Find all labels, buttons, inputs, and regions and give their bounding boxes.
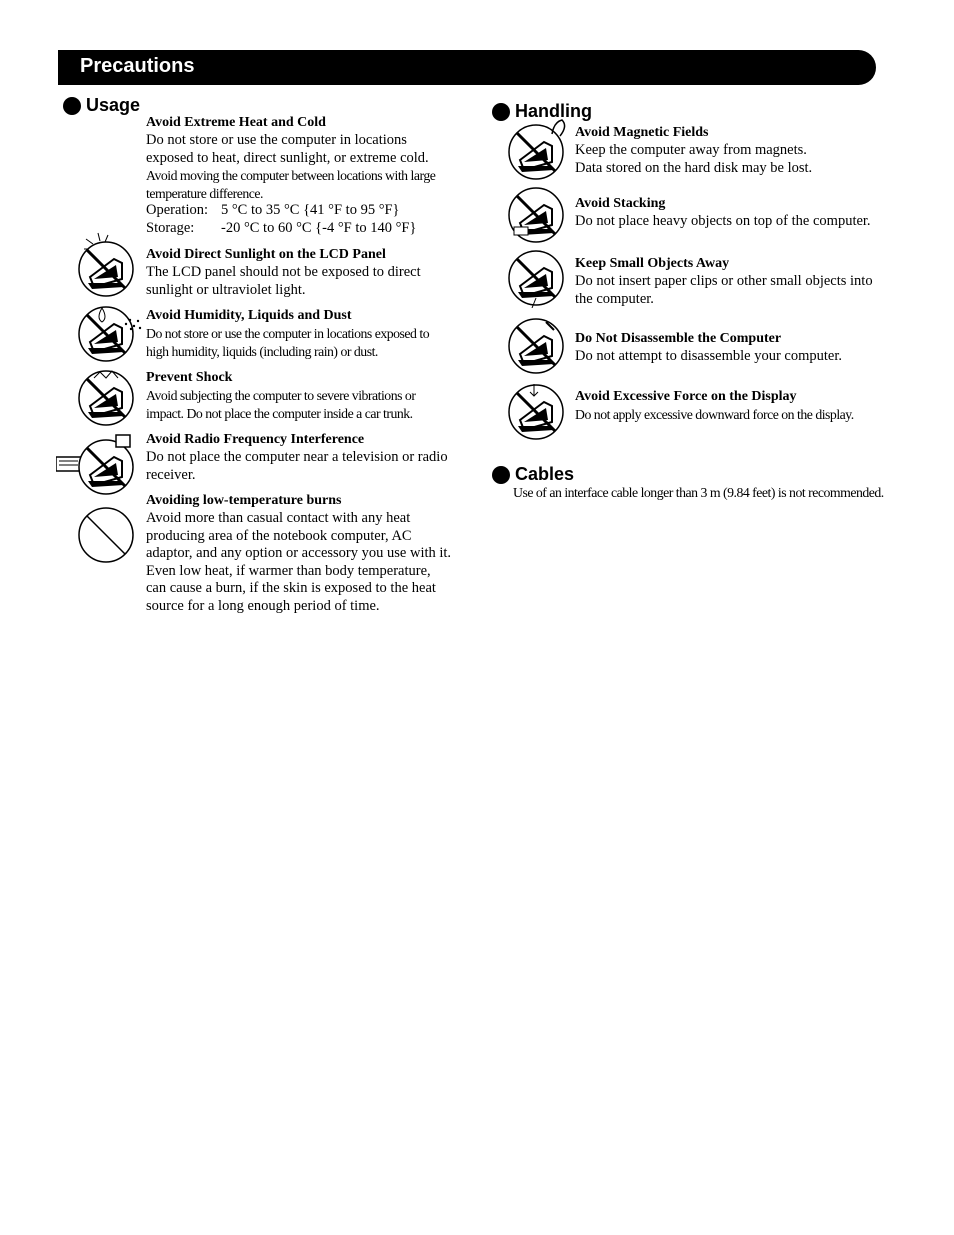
burns-body: Avoid more than casual contact with any heat producing area of the notebook computer, AC adaptor, and any option or accessory you use with it. Even low heat, if warmer than body temperature, can cause a burn, if the skin is exposed to the heat source for a long enough period of time. [146, 510, 452, 614]
stacking-item [575, 195, 885, 231]
magnetic-body-1: Keep the computer away from magnets. [575, 142, 807, 158]
no-sunlight-icon [76, 231, 140, 303]
stacking-title: Avoid Stacking [575, 196, 666, 211]
heat-cold-body: Do not store or use the computer in locations exposed to heat, direct sunlight, or extreme cold. [146, 132, 429, 166]
small-objects-item [575, 255, 885, 308]
force-title: Avoid Excessive Force on the Display [575, 389, 797, 404]
cables-item [513, 484, 888, 502]
no-radio-interference-icon [56, 433, 140, 499]
bullet-icon [63, 97, 81, 115]
humidity-item [146, 307, 452, 360]
disassemble-body: Do not attempt to disassemble your computer. [575, 348, 842, 364]
shock-title: Prevent Shock [146, 370, 233, 385]
no-excessive-force-icon [506, 382, 566, 442]
radio-item [146, 431, 452, 484]
prohibition-icon [76, 505, 136, 565]
sunlight-item [146, 246, 452, 299]
bullet-icon [492, 466, 510, 484]
shock-item [146, 369, 452, 422]
heat-cold-title: Avoid Extreme Heat and Cold [146, 115, 326, 130]
no-magnet-icon [506, 118, 570, 184]
sunlight-body: The LCD panel should not be exposed to direct sunlight or ultraviolet light. [146, 264, 421, 298]
cables-section-heading [492, 464, 574, 485]
cables-body: Use of an interface cable longer than 3 m (9.84 feet) is not recommended. [513, 485, 884, 500]
burns-item [146, 492, 452, 616]
force-item [575, 388, 885, 424]
usage-heading: Usage [86, 95, 141, 115]
storage-label: Storage: [146, 219, 195, 236]
heat-cold-item [146, 114, 452, 238]
force-body: Do not apply excessive downward force on the display. [575, 407, 854, 422]
heat-cold-body-2: Avoid moving the computer between locations with large temperature difference. [146, 168, 436, 201]
usage-section-heading [63, 95, 140, 116]
storage-value: -20 °C to 60 °C {-4 °F to 140 °F} [221, 219, 417, 236]
no-stacking-icon [506, 185, 566, 245]
operation-label: Operation: [146, 202, 209, 219]
handling-heading: Handling [515, 101, 592, 121]
shock-body: Avoid subjecting the computer to severe vibrations or impact. Do not place the computer inside a car trunk. [146, 388, 416, 421]
stacking-body: Do not place heavy objects on top of the computer. [575, 213, 871, 229]
title-banner [58, 50, 876, 85]
magnetic-item [575, 124, 885, 177]
humidity-body: Do not store or use the computer in locations exposed to high humidity, liquids (including rain) or dust. [146, 326, 430, 359]
magnetic-title: Avoid Magnetic Fields [575, 125, 709, 140]
sunlight-title: Avoid Direct Sunlight on the LCD Panel [146, 247, 386, 262]
operation-spec [146, 202, 452, 220]
no-shock-icon [76, 368, 140, 432]
page-title: Precautions [80, 55, 195, 77]
radio-body: Do not place the computer near a television or radio receiver. [146, 449, 448, 483]
storage-spec [146, 220, 452, 238]
no-disassemble-icon [506, 316, 566, 376]
magnetic-body-2: Data stored on the hard disk may be lost. [575, 159, 813, 176]
disassemble-title: Do Not Disassemble the Computer [575, 331, 782, 346]
humidity-title: Avoid Humidity, Liquids and Dust [146, 308, 352, 323]
small-objects-title: Keep Small Objects Away [575, 256, 730, 271]
no-small-objects-icon [506, 248, 566, 308]
burns-title: Avoiding low-temperature burns [146, 493, 342, 508]
cables-heading: Cables [515, 464, 575, 484]
small-objects-body: Do not insert paper clips or other small objects into the computer. [575, 273, 873, 307]
radio-title: Avoid Radio Frequency Interference [146, 432, 365, 447]
disassemble-item [575, 330, 885, 366]
operation-value: 5 °C to 35 °C {41 °F to 95 °F} [221, 202, 400, 219]
